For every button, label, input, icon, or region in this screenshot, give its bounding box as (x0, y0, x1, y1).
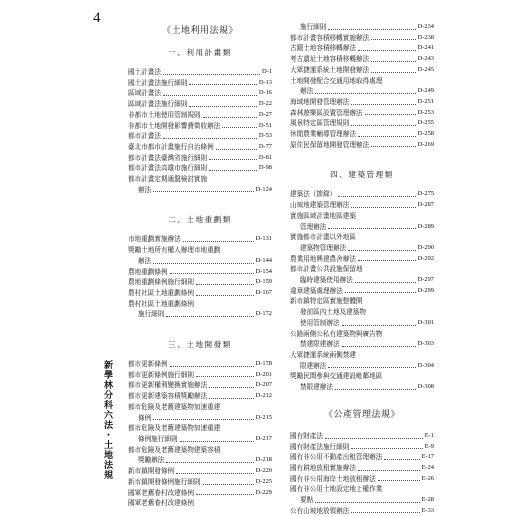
leader-dots (351, 448, 422, 449)
toc-entry[interactable] (290, 22, 434, 33)
left-column (128, 22, 272, 509)
toc-entry-page: D-27 (258, 110, 272, 118)
leader-dots (371, 39, 416, 40)
leader-dots (325, 438, 423, 439)
toc-entry[interactable] (128, 78, 272, 89)
toc-entry-page: D-215 (255, 413, 272, 421)
toc-entry-page: D-234 (417, 23, 434, 30)
toc-entry[interactable] (290, 222, 434, 233)
toc-entry-title: 施行細則 (300, 23, 327, 31)
leader-dots (216, 149, 257, 150)
toc-entry-page: D-245 (417, 65, 434, 73)
toc-entry-page: D-98 (258, 164, 272, 172)
leader-dots (342, 346, 416, 347)
toc-list (128, 234, 272, 245)
leader-dots (222, 127, 257, 128)
toc-entry-page: D-304 (417, 361, 434, 369)
leader-dots (338, 196, 416, 197)
toc-entry-title: 都市更新條例 (128, 360, 168, 369)
toc-entry-page: E-1 (424, 431, 434, 439)
toc-entry-page: D-308 (417, 383, 434, 391)
toc-entry-title: 建築法（節錄） (290, 190, 337, 199)
toc-entry-title: 考古遺址土地容積移轉辦法 (290, 55, 370, 64)
toc-entry[interactable] (128, 277, 272, 288)
toc-entry-page: D-124 (255, 185, 272, 193)
leader-dots (378, 480, 420, 481)
toc-entry-title: 農村社區土地重劃條例 (128, 288, 194, 297)
toc-entry-page: E-17 (421, 453, 434, 461)
toc-entry[interactable] (290, 200, 434, 211)
toc-entry-page: D-207 (255, 381, 272, 389)
toc-entry-page: D-1 (262, 68, 272, 75)
toc-entry[interactable] (290, 254, 434, 265)
toc-entry[interactable] (290, 189, 434, 200)
toc-entry[interactable] (128, 370, 272, 381)
toc-entry-title: 海域地開發管理辦法 (290, 97, 350, 106)
toc-entry-title: 辦法 (138, 256, 152, 265)
toc-entry[interactable] (128, 110, 272, 121)
leader-dots (355, 282, 416, 283)
leader-dots (196, 494, 254, 495)
toc-entry-title: 都市更新條例施行細則 (128, 370, 194, 379)
toc-entry[interactable] (128, 359, 272, 370)
toc-entry-page: D-178 (255, 360, 272, 368)
toc-entry-title: 建築物管理辦法 (300, 243, 347, 252)
toc-entry-wrap-line[interactable]: 土地開發配合交通用地取得處理 (290, 76, 383, 85)
toc-entry-page: D-290 (417, 243, 434, 251)
section-title-readjustment: 二、土地重劃類 (168, 215, 232, 225)
leader-dots (371, 146, 416, 147)
toc-entry-page: D-131 (255, 235, 272, 243)
toc-entry-page: D-144 (255, 256, 272, 264)
toc-entry-wrap-line[interactable]: 大眾捷運系統兩側禁建 (290, 350, 356, 359)
toc-entry-wrap-line[interactable]: 實施都市計畫以外地區 (290, 233, 356, 242)
toc-entry-page: E-33 (421, 506, 434, 514)
toc-entry-title: 古蹟土地容積移轉辦法 (290, 44, 356, 53)
toc-entry-title: 大眾捷運系統土地開發辦法 (290, 65, 370, 74)
toc-entry[interactable] (290, 361, 434, 372)
leader-dots (358, 470, 420, 471)
toc-entry-title: 森林遊樂區設置管理辦法 (290, 108, 363, 117)
leader-dots (342, 325, 416, 326)
toc-entry-page: D-301 (417, 318, 434, 326)
toc-entry[interactable] (128, 185, 272, 196)
leader-dots (170, 366, 254, 367)
toc-entry[interactable] (290, 108, 434, 119)
toc-entry-page: D-22 (258, 100, 272, 108)
toc-entry-page: D-243 (417, 55, 434, 63)
toc-entry[interactable] (128, 455, 272, 466)
toc-entry-title: 非都市土地開發影響費徵收辦法 (128, 121, 221, 130)
toc-entry-title: 新市鎮開發條例 (128, 467, 175, 476)
leader-dots (180, 441, 254, 442)
toc-entry[interactable] (128, 309, 272, 320)
toc-entry[interactable] (128, 434, 272, 445)
toc-entry[interactable] (128, 256, 272, 267)
toc-entry-title: 公有山坡地放領辦法 (290, 506, 350, 515)
leader-dots (351, 512, 419, 513)
toc-entry[interactable] (290, 65, 434, 76)
toc-entry[interactable] (290, 431, 434, 442)
toc-entry-page: D-297 (417, 276, 434, 284)
toc-list (290, 189, 434, 210)
toc-entry[interactable] (290, 463, 434, 474)
leader-dots (166, 316, 253, 317)
toc-entry-page: E-9 (424, 442, 434, 450)
leader-dots (335, 389, 416, 390)
toc-entry[interactable] (290, 86, 434, 97)
leader-dots (365, 114, 416, 115)
toc-entry-wrap-line[interactable]: 都市危險及老舊建築物加速重建 (128, 424, 221, 433)
toc-entry-title: 非都市土地使用管制規則 (128, 110, 201, 119)
toc-entry[interactable] (290, 286, 434, 297)
toc-entry-page: D-249 (417, 87, 434, 95)
toc-entry[interactable] (128, 380, 272, 391)
leader-dots (328, 29, 415, 30)
leader-dots (351, 125, 415, 126)
toc-entry-title: 原住民保留地開發管理辦法 (290, 140, 370, 149)
toc-entry-title: 都市計畫法臺灣省施行細則 (128, 153, 208, 162)
toc-entry-title: 都市計畫法 (128, 132, 161, 141)
toc-entry[interactable] (128, 67, 272, 78)
toc-entry-page: D-255 (417, 119, 434, 127)
toc-entry-page: D-220 (255, 467, 272, 475)
toc-entry-title: 條例施行細則 (138, 434, 178, 443)
toc-entry-title: 都市計畫容積移轉實施辦法 (290, 33, 370, 42)
toc-entry[interactable] (128, 488, 272, 499)
toc-entry-title: 違章建築處理辦法 (290, 286, 343, 295)
toc-entry[interactable] (128, 153, 272, 164)
toc-entry-page: D-16 (258, 89, 272, 97)
toc-entry-wrap-line[interactable]: 公路兩側公私有建築物與廣告物 (290, 329, 383, 338)
toc-entry-wrap-line[interactable]: 獎勵民間參與交通建設毗鄰地區 (290, 372, 383, 381)
toc-list (290, 97, 434, 151)
toc-entry[interactable] (128, 234, 272, 245)
section-title-development: 三、土地開發類 (168, 340, 232, 350)
leader-dots (209, 398, 254, 399)
toc-entry-wrap-line[interactable]: 都市危險及老舊建築物建築容積 (128, 445, 221, 454)
toc-entry[interactable] (290, 495, 434, 506)
toc-entry-wrap-line[interactable]: 獎勵土地所有權人辦理市地重劃 (128, 246, 221, 255)
toc-entry[interactable] (290, 43, 434, 54)
leader-dots (196, 376, 254, 377)
leader-dots (345, 292, 416, 293)
toc-entry[interactable] (128, 99, 272, 110)
leader-dots (203, 117, 257, 118)
toc-entry[interactable] (290, 506, 434, 516)
leader-dots (209, 170, 257, 171)
leader-dots (166, 462, 253, 463)
toc-entry-title: 休閒農業輔導管理辦法 (290, 130, 356, 139)
toc-list (128, 359, 272, 402)
toc-entry-title: 風景特定區管理規則 (290, 119, 350, 128)
toc-entry[interactable] (290, 452, 434, 463)
toc-entry-title: 施行細則 (138, 310, 165, 319)
toc-entry-title: 農地重劃條例 (128, 267, 168, 276)
leader-dots (153, 191, 253, 192)
toc-entry-wrap-line[interactable]: 都市計畫公共設施保留地 (290, 265, 363, 274)
leader-dots (170, 273, 254, 274)
toc-entry[interactable] (128, 142, 272, 153)
leader-dots (163, 74, 260, 75)
toc-entry-title: 管理辦法 (300, 222, 327, 231)
leader-dots (358, 50, 416, 51)
toc-entry-page: D-212 (255, 392, 272, 400)
leader-dots (183, 241, 254, 242)
toc-list (290, 254, 434, 265)
toc-entry-title: 要點 (300, 496, 314, 505)
toc-entry-title: 區域計畫法 (128, 89, 161, 98)
toc-entry-page: D-269 (417, 140, 434, 148)
book-title-land-use: 《土地利用法規》 (161, 26, 238, 36)
toc-entry-title: 禁限建辦法 (300, 383, 333, 392)
toc-entry[interactable] (128, 88, 272, 99)
toc-entry-title: 農地重劃條例施行細則 (128, 278, 194, 287)
toc-entry[interactable] (128, 288, 272, 299)
toc-entry-page: D-225 (255, 477, 272, 485)
leader-dots (196, 295, 254, 296)
toc-list (290, 506, 434, 516)
toc-entry-wrap-line[interactable]: 農村社區土地重劃條例 (128, 299, 194, 308)
toc-entry[interactable] (128, 413, 272, 424)
toc-list (128, 466, 272, 509)
leader-dots (358, 260, 416, 261)
toc-entry-wrap-line[interactable]: 新市鎮特定區實施整體開 (290, 297, 363, 306)
leader-dots (371, 61, 416, 62)
leader-dots (153, 419, 253, 420)
toc-entry-page: D-253 (417, 108, 434, 116)
leader-dots (203, 484, 254, 485)
toc-entry-wrap-line[interactable]: 發前區內土地及建築物 (300, 308, 366, 317)
toc-entry-title: 農業用地興建農舍辦法 (290, 254, 356, 263)
toc-entry-wrap-line[interactable]: 都市危險及老舊建築物加速重建 (128, 402, 221, 411)
toc-entry-page: D-251 (417, 97, 434, 105)
toc-entry-page: D-159 (255, 278, 272, 286)
leader-dots (315, 93, 415, 94)
toc-entry-page: D-241 (417, 44, 434, 52)
toc-list (128, 267, 272, 299)
toc-entry-page: D-258 (417, 130, 434, 138)
book-title-public-property: 《公產管理法規》 (323, 409, 400, 420)
toc-entry-page: D-289 (417, 222, 434, 230)
toc-entry-page: D-81 (258, 153, 272, 161)
toc-list (290, 431, 434, 485)
leader-dots (315, 502, 419, 503)
toc-entry-title: 山坡地建築管理辦法 (290, 201, 350, 210)
toc-entry-page: D-238 (417, 33, 434, 41)
toc-entry-wrap-line[interactable]: 實施區域計畫地區建築 (290, 211, 356, 220)
toc-entry-title: 國有耕地放租實施辦法 (290, 463, 356, 472)
toc-entry[interactable] (290, 118, 434, 129)
leader-dots (176, 473, 254, 474)
toc-entry-page: D-275 (417, 190, 434, 198)
toc-entry[interactable] (290, 140, 434, 151)
leader-dots (189, 84, 257, 85)
toc-entry-page: E-26 (421, 474, 434, 482)
toc-entry-title: 臺北市都市計畫施行自治條例 (128, 142, 214, 151)
toc-entry-page: D-154 (255, 267, 272, 275)
leader-dots (209, 159, 257, 160)
toc-entry-title: 新市鎮開發條例施行細則 (128, 477, 201, 486)
leader-dots (351, 207, 415, 208)
toc-entry[interactable] (290, 474, 434, 485)
leader-dots (358, 136, 416, 137)
leader-dots (163, 95, 257, 96)
toc-entry-title: 國土計畫法施行細則 (128, 78, 188, 87)
toc-entry[interactable] (128, 163, 272, 174)
toc-entry-page: D-218 (255, 456, 272, 464)
toc-entry[interactable] (290, 442, 434, 453)
leader-dots (209, 387, 254, 388)
toc-entry-page: D-167 (255, 288, 272, 296)
toc-entry-title: 國土計畫法 (128, 68, 161, 76)
toc-entry-page: D-51 (258, 121, 272, 129)
toc-entry-page: D-287 (417, 201, 434, 209)
toc-entry-title: 市地重劃實施辦法 (128, 235, 181, 244)
toc-entry-title: 都市更新權利變換實施辦法 (128, 381, 208, 390)
leader-dots (196, 284, 254, 285)
toc-entry[interactable] (128, 131, 272, 142)
toc-list (290, 22, 434, 76)
toc-entry[interactable] (128, 477, 272, 488)
section-title-building: 四、建築管理類 (330, 170, 394, 180)
toc-entry-page: D-13 (258, 78, 272, 86)
toc-entry-wrap-line[interactable]: 國有非公用土地設定地上權作業 (290, 485, 383, 494)
toc-entry-page: D-201 (255, 370, 272, 378)
toc-entry-page: D-303 (417, 340, 434, 348)
side-label: 新學林分科六法・土地法規 (102, 360, 112, 480)
toc-entry-page: D-229 (255, 488, 272, 496)
toc-entry-page: D-77 (258, 142, 272, 150)
toc-entry-title: 臨時建築使用辦法 (300, 276, 353, 285)
toc-entry-page: D-53 (258, 132, 272, 140)
toc-entry-title: 國有非公用不動產出租管理辦法 (290, 453, 383, 462)
toc-entry-page: E-24 (421, 463, 434, 471)
toc-entry-title: 限建辦法 (300, 361, 327, 370)
toc-entry-title: 禁建限建辦法 (300, 340, 340, 349)
leader-dots (351, 104, 415, 105)
toc-entry-title: 辦法 (300, 87, 314, 96)
toc-entry[interactable] (290, 97, 434, 108)
toc-entry[interactable] (290, 275, 434, 286)
toc-entry-page: D-292 (417, 254, 434, 262)
toc-entry-page: E-28 (421, 496, 434, 504)
toc-entry[interactable] (128, 121, 272, 132)
toc-entry-title: 國軍老舊眷村改建條例 (128, 488, 194, 497)
leader-dots (384, 459, 419, 460)
toc-entry-title: 國軍老舊眷村改建條例 (128, 499, 194, 508)
toc-entry[interactable] (290, 54, 434, 65)
toc-list (128, 67, 272, 174)
toc-entry-page: D-172 (255, 310, 272, 318)
leader-dots (153, 263, 253, 264)
toc-entry-wrap-line[interactable]: 都市計畫定期通盤檢討實施 (128, 175, 208, 184)
section-title-planning: 一、利用計畫類 (168, 48, 232, 57)
toc-entry[interactable] (128, 466, 272, 477)
leader-dots (328, 367, 415, 368)
toc-entry-title: 國有財產法 (290, 431, 323, 440)
toc-entry[interactable] (290, 129, 434, 140)
toc-entry[interactable] (290, 382, 434, 393)
toc-entry-title: 使用管制辦法 (300, 318, 340, 327)
toc-entry[interactable] (128, 391, 272, 402)
toc-entry[interactable] (128, 267, 272, 278)
toc-entry-title: 區域計畫法施行細則 (128, 100, 188, 109)
toc-list (290, 286, 434, 297)
leader-dots (371, 72, 416, 73)
toc-entry-title: 國有非公用海岸土地放租辦法 (290, 474, 376, 483)
toc-entry-title: 辦法 (138, 185, 152, 194)
toc-entry-title: 都市計畫法高雄市施行細則 (128, 164, 208, 173)
leader-dots (163, 138, 257, 139)
toc-entry-title: 條例 (138, 413, 152, 422)
leader-dots (328, 228, 415, 229)
toc-entry-title: 獎勵辦法 (138, 456, 165, 465)
toc-entry[interactable] (290, 33, 434, 44)
toc-entry-page: D-299 (417, 286, 434, 294)
leader-dots (189, 106, 257, 107)
toc-entry-title: 國有財產法施行細則 (290, 442, 350, 451)
toc-entry[interactable] (290, 243, 434, 254)
right-column (290, 22, 434, 516)
leader-dots (348, 250, 416, 251)
toc-entry-page: D-217 (255, 434, 272, 442)
toc-entry[interactable] (290, 339, 434, 350)
toc-entry[interactable] (290, 318, 434, 329)
page-number: 4 (93, 10, 101, 26)
toc-entry-title: 都市更新建築容積獎勵辦法 (128, 392, 208, 401)
